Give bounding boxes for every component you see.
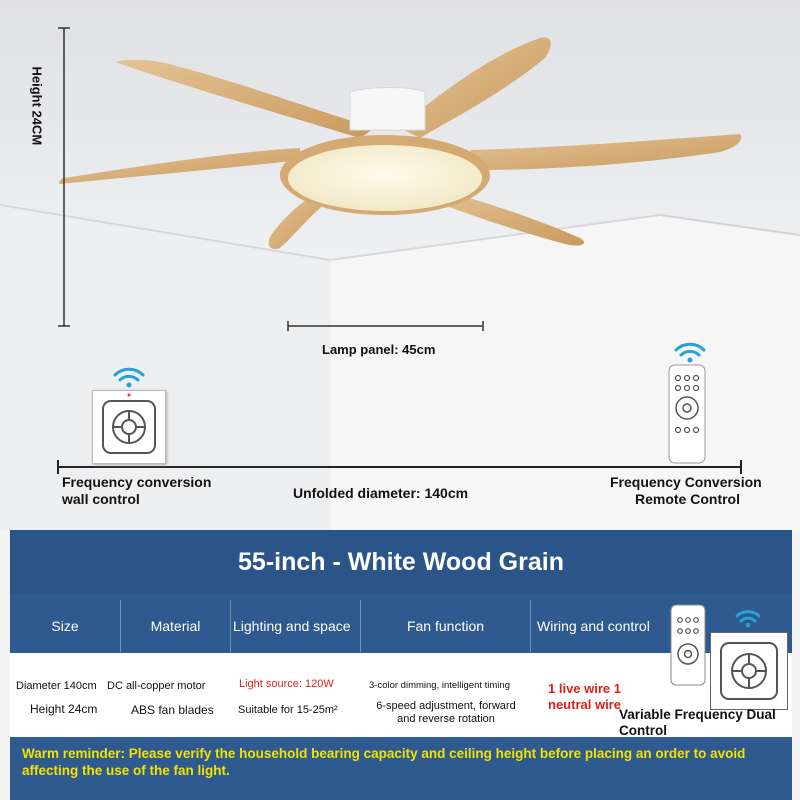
control-type: Variable Frequency Dual Control [619,707,776,738]
lighting-space: Suitable for 15-25m² [238,704,338,716]
fan-speed: 6-speed adjustment, forward and reverse rotation [376,700,516,725]
height-label: Height 24CM [29,66,45,146]
unfolded-diameter-label: Unfolded diameter: 140cm [293,485,469,501]
wall-control-image [710,632,788,710]
remote-control-image [670,604,708,688]
wifi-icon [673,341,707,363]
size-diameter: Diameter 140cm [16,680,97,692]
lighting-source: Light source: 120W [239,678,334,690]
header-size: Size [10,600,120,652]
material-blades: ABS fan blades [131,703,214,717]
wall-control-label-2: wall control [62,491,140,507]
fan-dimming: 3-color dimming, intelligent timing [369,680,510,691]
wifi-icon [734,608,762,628]
wifi-icon [112,366,146,388]
remote-control-image [668,364,708,466]
header-fan-function: Fan function [360,600,530,652]
product-title: 55-inch - White Wood Grain [10,530,792,594]
wall-control-label-1: Frequency conversion [62,474,212,490]
remote-control-label-2: Remote Control [635,491,740,507]
header-lighting: Lighting and space [230,600,360,652]
warm-reminder: Warm reminder: Please verify the household bearing capacity and ceiling height before placing an order to avoid affecting the use of the fan light. [10,740,792,792]
header-material: Material [120,600,230,652]
lamp-panel-label: Lamp panel: 45cm [322,342,436,357]
remote-control-label-1: Frequency Conversion [610,474,762,490]
wiring-spec: 1 live wire 1 neutral wire [548,681,621,712]
material-motor: DC all-copper motor [107,680,206,692]
header-wiring: Wiring and control [530,600,792,652]
wall-control-image [92,390,166,464]
size-height: Height 24cm [30,702,98,716]
